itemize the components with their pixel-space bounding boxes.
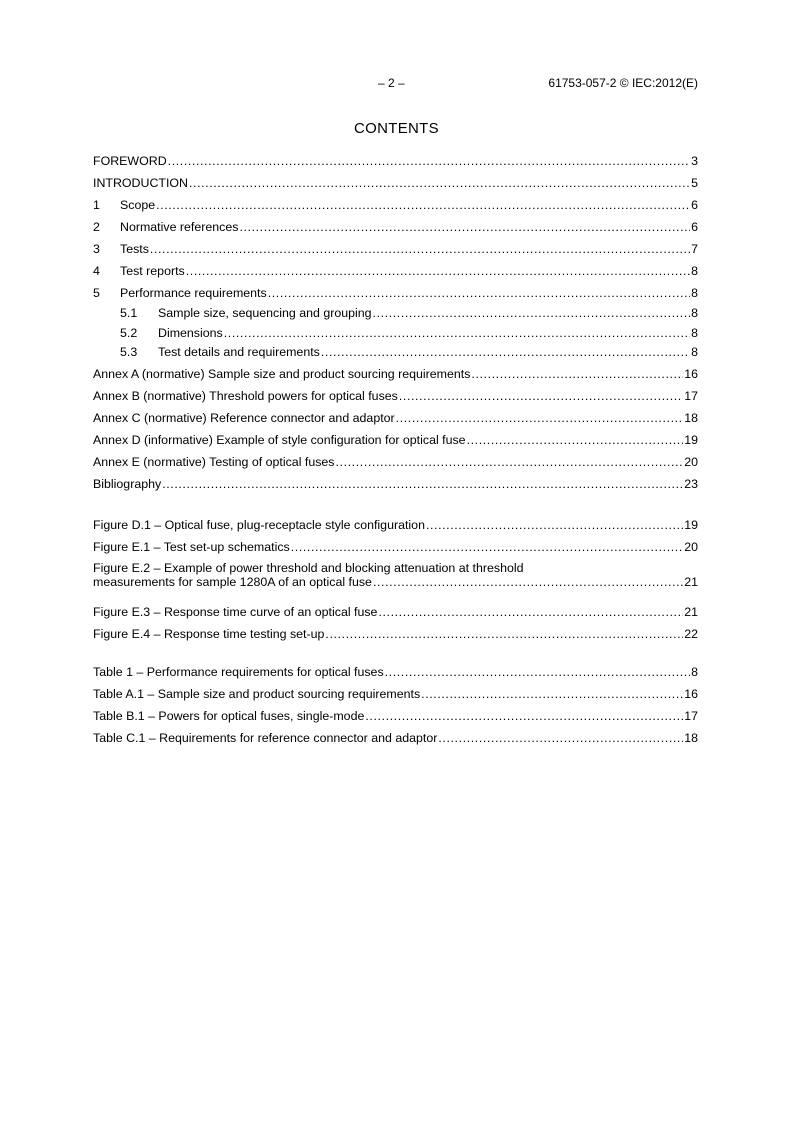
figure-entry-page: 20 <box>684 540 698 554</box>
toc-entry-label: Normative references <box>120 220 239 234</box>
toc-entry-scope[interactable] <box>93 194 698 216</box>
table-entry-label: Table 1 – Performance requirements for optical fuses <box>93 665 384 679</box>
toc-entry-dimensions[interactable] <box>93 324 698 344</box>
figure-entry-label: Figure E.2 – Example of power threshold and blocking attenuation at threshold <box>93 561 524 575</box>
figure-entry-label: Figure E.4 – Response time testing set-up <box>93 627 325 641</box>
tables-list <box>93 661 698 749</box>
figure-entry-e3[interactable] <box>93 601 698 623</box>
toc-entry-annex-e[interactable] <box>93 451 698 473</box>
toc-entry-label: Annex C (normative) Reference connector and adaptor <box>93 410 395 425</box>
toc-entry-page: 8 <box>691 306 698 320</box>
toc-entry-label: Bibliography <box>93 476 162 491</box>
figure-entry-label-continued: measurements for sample 1280A of an optical fuse <box>93 575 372 589</box>
toc-entry-page: 8 <box>691 286 698 300</box>
toc-entry-annex-b[interactable] <box>93 385 698 407</box>
toc-entry-page: 5 <box>691 176 698 190</box>
figure-entry-d1[interactable] <box>93 514 698 536</box>
toc-entry-number: 2 <box>93 220 100 234</box>
table-entry-label: Table A.1 – Sample size and product sourcing requirements <box>93 687 421 701</box>
contents-list <box>93 150 698 495</box>
toc-entry-page: 6 <box>691 198 698 212</box>
page-title: CONTENTS <box>354 120 439 137</box>
toc-entry-page: 8 <box>691 264 698 278</box>
toc-entry-label: Dimensions <box>158 325 223 340</box>
toc-entry-page: 23 <box>684 476 698 491</box>
toc-entry-label: Scope <box>120 198 156 212</box>
toc-entry-foreword[interactable] <box>93 150 698 172</box>
toc-entry-page: 6 <box>691 220 698 234</box>
toc-entry-number: 1 <box>93 198 100 212</box>
toc-entry-page: 8 <box>691 325 698 340</box>
toc-entry-label: FOREWORD <box>93 154 167 168</box>
page-number: – 2 – <box>378 76 405 90</box>
toc-entry-label: Performance requirements <box>120 286 267 300</box>
toc-entry-number: 5.3 <box>120 345 138 359</box>
toc-entry-performance-requirements[interactable] <box>93 282 698 304</box>
toc-entry-label: Test reports <box>120 264 185 278</box>
toc-entry-page: 20 <box>684 454 698 469</box>
toc-entry-annex-c[interactable] <box>93 407 698 429</box>
table-entry-label: Table B.1 – Powers for optical fuses, single-mode <box>93 709 365 723</box>
figure-entry-label: Figure E.3 – Response time curve of an optical fuse <box>93 605 378 619</box>
toc-entry-number: 4 <box>93 264 100 278</box>
table-entry-page: 8 <box>691 665 698 679</box>
figure-entry-e4[interactable] <box>93 623 698 645</box>
toc-entry-number: 5.1 <box>120 306 138 320</box>
toc-entry-page: 17 <box>684 388 698 403</box>
table-entry-page: 16 <box>684 687 698 701</box>
toc-entry-normative-references[interactable] <box>93 216 698 238</box>
table-entry-page: 18 <box>684 731 698 745</box>
toc-entry-page: 8 <box>691 345 698 359</box>
figure-entry-e2[interactable] <box>93 558 698 601</box>
table-entry-b1[interactable] <box>93 705 698 727</box>
toc-entry-label: INTRODUCTION <box>93 176 188 190</box>
figure-entry-label: Figure D.1 – Optical fuse, plug-receptacle style configuration <box>93 518 425 532</box>
toc-entry-introduction[interactable] <box>93 172 698 194</box>
toc-entry-label: Test details and requirements <box>158 345 320 359</box>
toc-entry-sample-size[interactable] <box>93 304 698 324</box>
toc-entry-number: 5.2 <box>120 325 138 340</box>
figure-entry-page: 19 <box>684 518 698 532</box>
toc-entry-annex-a[interactable] <box>93 363 698 385</box>
toc-entry-label: Annex B (normative) Threshold powers for optical fuses <box>93 388 398 403</box>
toc-entry-number: 5 <box>93 286 100 300</box>
toc-entry-page: 19 <box>684 432 698 447</box>
figure-entry-page: 21 <box>684 605 698 619</box>
toc-entry-page: 18 <box>684 410 698 425</box>
toc-entry-page: 3 <box>691 154 698 168</box>
figure-entry-page: 21 <box>684 575 698 589</box>
toc-entry-tests[interactable] <box>93 238 698 260</box>
table-entry-page: 17 <box>684 709 698 723</box>
table-entry-label: Table C.1 – Requirements for reference connector and adaptor <box>93 731 438 745</box>
document-id: 61753-057-2 © IEC:2012(E) <box>548 76 698 90</box>
toc-entry-label: Tests <box>120 242 149 256</box>
table-entry-1[interactable] <box>93 661 698 683</box>
figures-list <box>93 514 698 645</box>
toc-entry-label: Sample size, sequencing and grouping <box>158 306 372 320</box>
figure-entry-label: Figure E.1 – Test set-up schematics <box>93 540 290 554</box>
toc-entry-label: Annex A (normative) Sample size and product sourcing requirements <box>93 366 471 381</box>
toc-entry-test-details[interactable] <box>93 343 698 363</box>
table-entry-a1[interactable] <box>93 683 698 705</box>
toc-entry-test-reports[interactable] <box>93 260 698 282</box>
page-header <box>0 76 793 94</box>
toc-entry-label: Annex E (normative) Testing of optical fuses <box>93 454 335 469</box>
toc-entry-bibliography[interactable] <box>93 473 698 495</box>
toc-entry-number: 3 <box>93 242 100 256</box>
toc-entry-page: 16 <box>684 366 698 381</box>
toc-entry-page: 7 <box>691 242 698 256</box>
figure-entry-page: 22 <box>684 627 698 641</box>
toc-entry-annex-d[interactable] <box>93 429 698 451</box>
table-entry-c1[interactable] <box>93 727 698 749</box>
toc-entry-label: Annex D (informative) Example of style configuration for optical fuse <box>93 432 466 447</box>
figure-entry-e1[interactable] <box>93 536 698 558</box>
